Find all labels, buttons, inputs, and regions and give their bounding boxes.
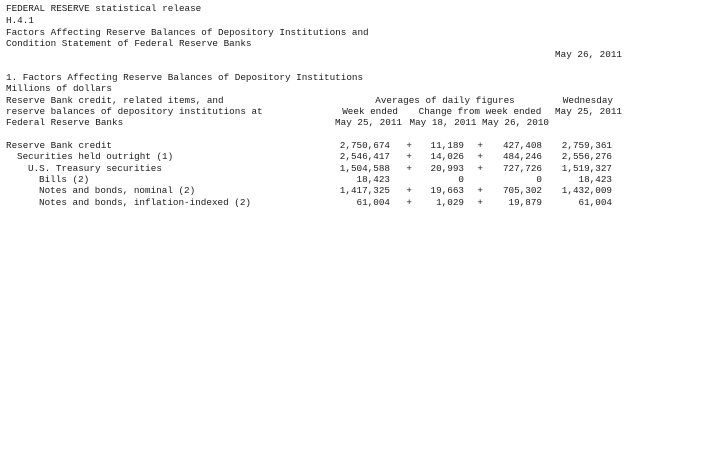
cell-sign-1: + bbox=[406, 163, 412, 174]
row-label: Bills (2) bbox=[39, 174, 90, 185]
stub-header-line-2: reserve balances of depository institutions at bbox=[6, 106, 263, 117]
cell-sign-2: + bbox=[477, 197, 483, 208]
cell-change-prev-week: 14,026 bbox=[430, 151, 464, 162]
week-ended-header: Week ended bbox=[342, 106, 398, 117]
cell-week-ended: 18,423 bbox=[356, 174, 390, 185]
release-name: FEDERAL RESERVE statistical release bbox=[6, 3, 202, 14]
cell-sign-2: + bbox=[477, 185, 483, 196]
averages-header: Averages of daily figures bbox=[375, 95, 515, 106]
cell-sign-1: + bbox=[406, 185, 412, 196]
cell-wednesday: 1,519,327 bbox=[561, 163, 612, 174]
cell-sign-2: + bbox=[477, 151, 483, 162]
cell-wednesday: 61,004 bbox=[578, 197, 612, 208]
cell-sign-1: + bbox=[406, 197, 412, 208]
cell-change-prev-year: 427,408 bbox=[502, 140, 542, 151]
row-label: Securities held outright (1) bbox=[17, 151, 174, 162]
cell-change-prev-week: 11,189 bbox=[430, 140, 464, 151]
cell-change-prev-year: 0 bbox=[536, 174, 542, 185]
cell-change-prev-year: 19,879 bbox=[508, 197, 542, 208]
wednesday-date: May 25, 2011 bbox=[555, 106, 622, 117]
cell-sign-1: + bbox=[406, 151, 412, 162]
table-units: Millions of dollars bbox=[6, 83, 113, 94]
cell-change-prev-week: 20,993 bbox=[430, 163, 464, 174]
cell-change-prev-week: 0 bbox=[458, 174, 464, 185]
release-code: H.4.1 bbox=[6, 15, 34, 26]
cell-week-ended: 2,546,417 bbox=[339, 151, 390, 162]
cell-week-ended: 1,504,588 bbox=[339, 163, 390, 174]
wednesday-header: Wednesday bbox=[562, 95, 613, 106]
stub-header-line-3: Federal Reserve Banks bbox=[6, 117, 124, 128]
cell-change-prev-week: 1,029 bbox=[436, 197, 464, 208]
cell-wednesday: 2,759,361 bbox=[561, 140, 612, 151]
cell-wednesday: 2,556,276 bbox=[561, 151, 612, 162]
cell-change-prev-year: 727,726 bbox=[502, 163, 542, 174]
change-dates: May 18, 2011 May 26, 2010 bbox=[409, 117, 549, 128]
row-label: Notes and bonds, nominal (2) bbox=[39, 185, 196, 196]
cell-week-ended: 1,417,325 bbox=[339, 185, 390, 196]
cell-week-ended: 61,004 bbox=[356, 197, 390, 208]
cell-wednesday: 1,432,009 bbox=[561, 185, 612, 196]
cell-change-prev-year: 705,302 bbox=[502, 185, 542, 196]
change-header: Change from week ended bbox=[418, 106, 542, 117]
cell-sign-2: + bbox=[477, 163, 483, 174]
cell-wednesday: 18,423 bbox=[578, 174, 612, 185]
cell-change-prev-year: 484,246 bbox=[502, 151, 542, 162]
cell-week-ended: 2,750,674 bbox=[339, 140, 390, 151]
table-title: 1. Factors Affecting Reserve Balances of Depository Institutions bbox=[6, 72, 364, 83]
row-label: Reserve Bank credit bbox=[6, 140, 113, 151]
week-ended-date: May 25, 2011 bbox=[335, 117, 402, 128]
cell-sign-1: + bbox=[406, 140, 412, 151]
release-title: Factors Affecting Reserve Balances of Depository Institutions and bbox=[6, 27, 369, 38]
row-label: Notes and bonds, inflation-indexed (2) bbox=[39, 197, 252, 208]
cell-sign-2: + bbox=[477, 140, 483, 151]
release-date: May 26, 2011 bbox=[555, 49, 622, 60]
cell-change-prev-week: 19,663 bbox=[430, 185, 464, 196]
stub-header-line-1: Reserve Bank credit, related items, and bbox=[6, 95, 224, 106]
release-subtitle: Condition Statement of Federal Reserve Banks bbox=[6, 38, 252, 49]
row-label: U.S. Treasury securities bbox=[28, 163, 162, 174]
